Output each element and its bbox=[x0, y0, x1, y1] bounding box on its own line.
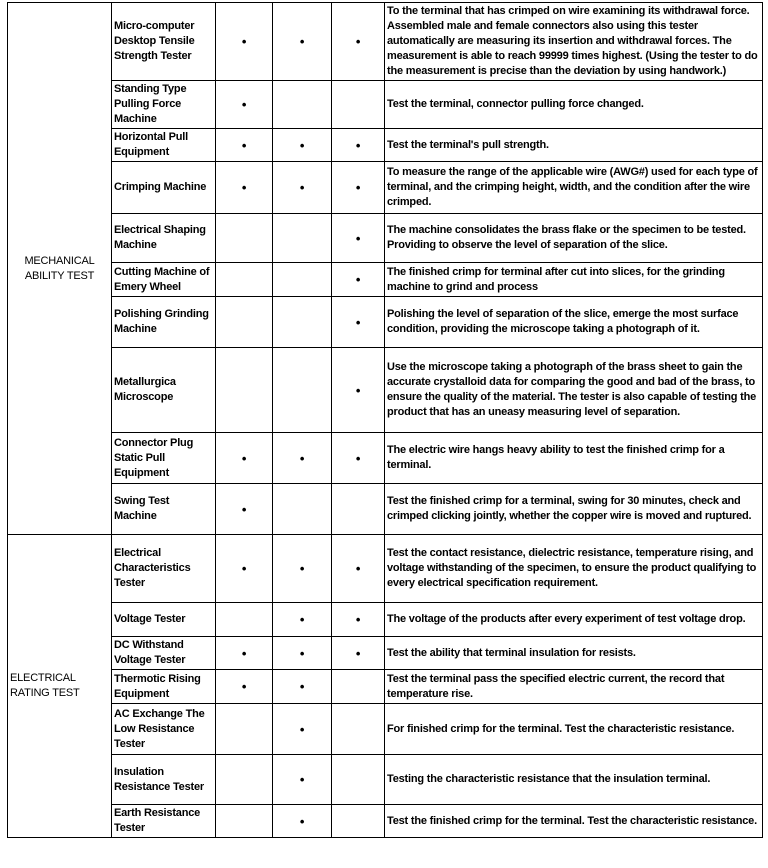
mark-cell: • bbox=[332, 129, 385, 162]
table-row bbox=[8, 348, 763, 433]
equipment-description: Test the ability that terminal insulation for resists. bbox=[385, 637, 763, 670]
mark-cell: • bbox=[273, 535, 332, 603]
equipment-description: To the terminal that has crimped on wire examining its withdrawal force. Assembled male and female connectors also using this tester automatically are measuring its insertion and withdrawal forces. The measurement is able to reach 99999 times highest. (Using the tester to do the measurement is precise than the deviation by using handwork.) bbox=[385, 3, 763, 81]
equipment-description: Test the terminal pass the specified electric current, the record that temperature rise. bbox=[385, 670, 763, 704]
mark-cell bbox=[216, 704, 273, 755]
equipment-description: Use the microscope taking a photograph of the brass sheet to gain the accurate crystalloid data for comparing the good and bad of the brass, to ensure the quality of the material. The tester is also capable of testing the product that has an uneasy measuring level of separation. bbox=[385, 348, 763, 433]
equipment-description: Test the contact resistance, dielectric resistance, temperature rising, and voltage withstanding of the specimen, to ensure the product qualifying to every electrical specification requirement. bbox=[385, 535, 763, 603]
mark-cell bbox=[332, 704, 385, 755]
table-row bbox=[8, 637, 763, 670]
mark-cell bbox=[273, 348, 332, 433]
mark-cell bbox=[273, 81, 332, 129]
mark-cell: • bbox=[273, 670, 332, 704]
table-row bbox=[8, 433, 763, 484]
table-row bbox=[8, 535, 763, 603]
table-row bbox=[8, 81, 763, 129]
mark-cell: • bbox=[216, 162, 273, 214]
equipment-name: Metallurgica Microscope bbox=[112, 348, 216, 433]
table-row bbox=[8, 129, 763, 162]
mark-cell: • bbox=[216, 670, 273, 704]
test-equipment-table-container bbox=[7, 2, 762, 838]
mark-cell: • bbox=[273, 637, 332, 670]
mark-cell: • bbox=[332, 214, 385, 263]
mark-cell: • bbox=[216, 81, 273, 129]
mark-cell bbox=[273, 214, 332, 263]
equipment-description: Test the finished crimp for a terminal, swing for 30 minutes, check and crimped clicking jointly, whether the copper wire is moved and ruptured. bbox=[385, 484, 763, 535]
mark-cell bbox=[216, 348, 273, 433]
equipment-description: To measure the range of the applicable wire (AWG#) used for each type of terminal, and the crimping height, width, and the condition after the wire crimped. bbox=[385, 162, 763, 214]
mark-cell: • bbox=[332, 297, 385, 348]
table-row bbox=[8, 162, 763, 214]
equipment-description: The machine consolidates the brass flake or the specimen to be tested. Providing to observe the level of separation of the slice. bbox=[385, 214, 763, 263]
equipment-description: Testing the characteristic resistance that the insulation terminal. bbox=[385, 755, 763, 805]
equipment-name: Connector Plug Static Pull Equipment bbox=[112, 433, 216, 484]
mark-cell: • bbox=[332, 433, 385, 484]
equipment-description: For finished crimp for the terminal. Test the characteristic resistance. bbox=[385, 704, 763, 755]
equipment-name: Crimping Machine bbox=[112, 162, 216, 214]
equipment-name: Electrical Characteristics Tester bbox=[112, 535, 216, 603]
mark-cell bbox=[273, 297, 332, 348]
mark-cell bbox=[273, 263, 332, 297]
mark-cell bbox=[216, 214, 273, 263]
mark-cell: • bbox=[273, 704, 332, 755]
equipment-name: Voltage Tester bbox=[112, 603, 216, 637]
mark-cell: • bbox=[332, 3, 385, 81]
mark-cell: • bbox=[216, 637, 273, 670]
equipment-name: Micro-computer Desktop Tensile Strength Tester bbox=[112, 3, 216, 81]
mark-cell bbox=[332, 670, 385, 704]
mark-cell: • bbox=[216, 3, 273, 81]
mark-cell bbox=[332, 755, 385, 805]
equipment-name: Cutting Machine of Emery Wheel bbox=[112, 263, 216, 297]
equipment-name: DC Withstand Voltage Tester bbox=[112, 637, 216, 670]
equipment-description: Polishing the level of separation of the slice, emerge the most surface condition, providing the microscope taking a photograph of it. bbox=[385, 297, 763, 348]
equipment-name: Polishing Grinding Machine bbox=[112, 297, 216, 348]
mark-cell: • bbox=[273, 805, 332, 838]
mark-cell bbox=[216, 297, 273, 348]
mark-cell: • bbox=[273, 603, 332, 637]
mark-cell: • bbox=[332, 535, 385, 603]
mark-cell: • bbox=[332, 603, 385, 637]
table-row bbox=[8, 755, 763, 805]
table-row bbox=[8, 670, 763, 704]
equipment-description: The electric wire hangs heavy ability to test the finished crimp for a terminal. bbox=[385, 433, 763, 484]
equipment-description: Test the terminal's pull strength. bbox=[385, 129, 763, 162]
mark-cell: • bbox=[216, 129, 273, 162]
mark-cell bbox=[273, 484, 332, 535]
mark-cell: • bbox=[332, 263, 385, 297]
mark-cell: • bbox=[273, 433, 332, 484]
equipment-name: Electrical Shaping Machine bbox=[112, 214, 216, 263]
mark-cell: • bbox=[273, 3, 332, 81]
equipment-description: Test the finished crimp for the terminal. Test the characteristic resistance. bbox=[385, 805, 763, 838]
mark-cell bbox=[332, 81, 385, 129]
mark-cell: • bbox=[273, 162, 332, 214]
mark-cell: • bbox=[216, 433, 273, 484]
equipment-description: The finished crimp for terminal after cut into slices, for the grinding machine to grind and process bbox=[385, 263, 763, 297]
category-label: ELECTRICAL RATING TEST bbox=[8, 535, 112, 838]
mark-cell: • bbox=[332, 162, 385, 214]
table-row bbox=[8, 297, 763, 348]
table-row bbox=[8, 805, 763, 838]
table-row bbox=[8, 214, 763, 263]
equipment-name: AC Exchange The Low Resistance Tester bbox=[112, 704, 216, 755]
table-row bbox=[8, 484, 763, 535]
mark-cell: • bbox=[216, 484, 273, 535]
equipment-description: The voltage of the products after every experiment of test voltage drop. bbox=[385, 603, 763, 637]
equipment-name: Insulation Resistance Tester bbox=[112, 755, 216, 805]
table-row bbox=[8, 3, 763, 81]
mark-cell: • bbox=[332, 348, 385, 433]
table-row bbox=[8, 603, 763, 637]
mark-cell: • bbox=[216, 535, 273, 603]
equipment-description: Test the terminal, connector pulling force changed. bbox=[385, 81, 763, 129]
equipment-name: Horizontal Pull Equipment bbox=[112, 129, 216, 162]
mark-cell bbox=[216, 603, 273, 637]
mark-cell bbox=[332, 484, 385, 535]
category-label: MECHANICAL ABILITY TEST bbox=[8, 3, 112, 535]
mark-cell: • bbox=[273, 755, 332, 805]
equipment-name: Thermotic Rising Equipment bbox=[112, 670, 216, 704]
equipment-name: Swing Test Machine bbox=[112, 484, 216, 535]
equipment-name: Standing Type Pulling Force Machine bbox=[112, 81, 216, 129]
mark-cell bbox=[216, 755, 273, 805]
test-equipment-table bbox=[7, 2, 763, 838]
equipment-name: Earth Resistance Tester bbox=[112, 805, 216, 838]
mark-cell: • bbox=[273, 129, 332, 162]
mark-cell: • bbox=[332, 637, 385, 670]
table-row bbox=[8, 263, 763, 297]
mark-cell bbox=[216, 263, 273, 297]
mark-cell bbox=[216, 805, 273, 838]
table-row bbox=[8, 704, 763, 755]
mark-cell bbox=[332, 805, 385, 838]
